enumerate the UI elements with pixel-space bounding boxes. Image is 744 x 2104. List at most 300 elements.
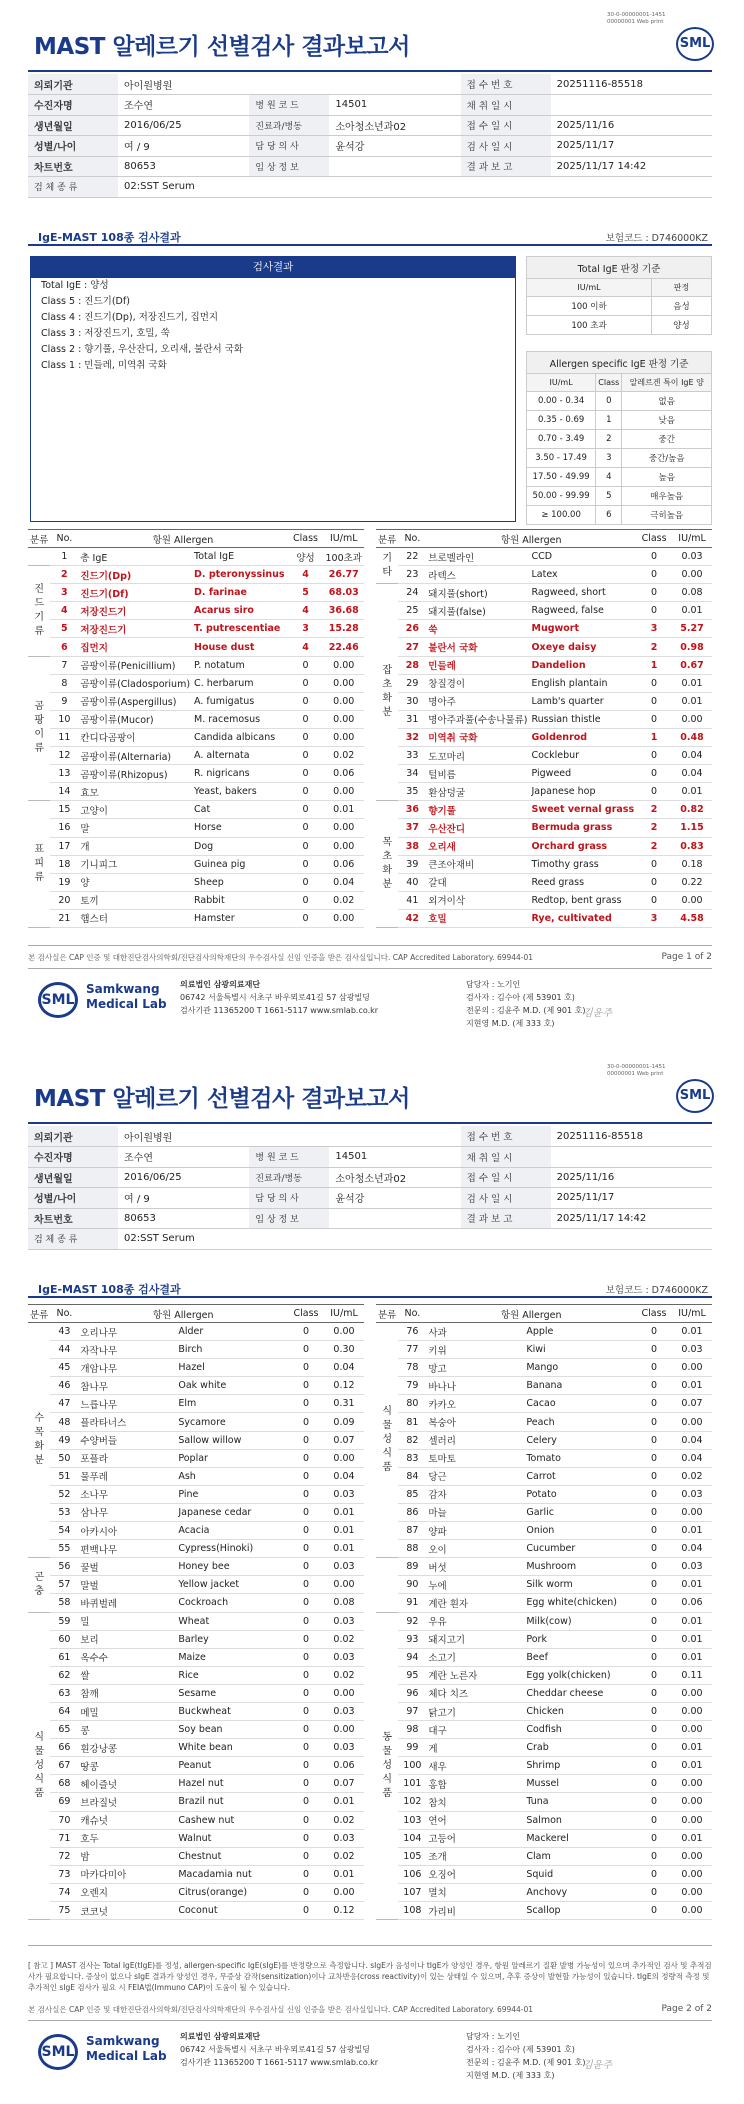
col-header: Class [636,530,672,548]
col-header: No. [398,530,426,548]
allergen-class: 0 [636,1395,672,1413]
info-value [329,177,460,198]
footer-rule [28,1945,712,1946]
allergen-iu-value: 0.01 [324,1793,364,1811]
allergen-english-name: P. notatum [192,656,287,674]
allergen-korean-name: 땅콩 [78,1757,176,1775]
info-value: 2025/11/17 [551,1188,712,1209]
allergen-iu-value: 0.03 [672,1341,712,1359]
allergen-class: 0 [288,1467,324,1485]
allergen-english-name: Walnut [176,1829,288,1847]
allergen-english-name: Pork [524,1630,636,1648]
allergen-row [376,855,712,873]
allergen-english-name: Lamb's quarter [529,692,636,710]
col-header: 분류 [376,530,398,548]
allergen-row [28,710,364,728]
allergen-english-name: Cucumber [524,1540,636,1558]
allergen-number: 49 [50,1431,78,1449]
allergen-number: 93 [398,1630,426,1648]
info-row [28,1147,712,1168]
allergen-row [376,801,712,819]
allergen-iu-value: 0.00 [324,837,365,855]
info-label: 결 과 보 고 [461,156,551,177]
allergen-class: 0 [288,1503,324,1521]
allergen-row [376,1847,712,1865]
info-label: 검 체 종 류 [28,177,118,198]
allergen-number: 1 [50,548,78,566]
allergen-number: 17 [50,837,78,855]
allergen-class: 0 [636,1721,672,1739]
allergen-korean-name: 토마토 [426,1449,524,1467]
allergen-iu-value: 0.03 [324,1702,364,1720]
allergen-english-name: Cockroach [176,1594,288,1612]
allergen-korean-name: 헤이즐넛 [78,1775,176,1793]
allergen-row [28,1793,364,1811]
cert-text: 본 검사실은 CAP 인증 및 대한진단검사의학회/진단검사의학재단의 우수검사실 신임 인증을 받은 검사실입니다. CAP Accredited Laboratory. 69944-01 [28,953,534,962]
allergen-korean-name: 털비름 [426,765,529,783]
report-page-2 [0,1052,744,2104]
allergen-row [376,584,712,602]
allergen-english-name: Rice [176,1666,288,1684]
allergen-row [28,1702,364,1720]
allergen-english-name: Honey bee [176,1558,288,1576]
allergen-number: 23 [398,566,426,584]
footer-rule [28,945,712,946]
allergen-iu-value: 0.00 [672,1847,712,1865]
allergen-iu-value: 0.00 [672,1413,712,1431]
allergen-iu-value: 0.00 [324,819,365,837]
allergen-english-name: Tomato [524,1449,636,1467]
allergen-row [28,1431,364,1449]
allergen-class: 0 [288,1865,324,1883]
allergen-class: 0 [288,1721,324,1739]
allergen-row [376,1540,712,1558]
info-label: 진료과/병동 [249,115,329,136]
info-value [329,1126,460,1147]
allergen-class: 0 [288,801,324,819]
allergen-iu-value: 5.27 [672,620,712,638]
allergen-korean-name: 칸디다곰팡이 [78,728,192,746]
allergen-class: 0 [288,1359,324,1377]
criteria-cell: 없음 [622,392,712,411]
allergen-number: 25 [398,602,426,620]
allergen-korean-name: 집먼지 [78,638,192,656]
info-value [461,177,551,198]
allergen-korean-name: 토끼 [78,891,192,909]
info-label: 채 취 일 시 [461,95,551,116]
col-header: 항원 Allergen [426,1305,636,1323]
info-value: 80653 [118,156,249,177]
info-value [551,1147,712,1168]
info-label: 검 체 종 류 [28,1229,118,1250]
allergen-korean-name: 환삼덩굴 [426,783,529,801]
criteria-row [527,468,712,487]
allergen-row [28,1757,364,1775]
allergen-row [28,566,364,584]
allergen-iu-value: 0.00 [672,1902,712,1920]
info-row [28,136,712,157]
allergen-korean-name: 홍합 [426,1775,524,1793]
info-label: 생년월일 [28,1167,118,1188]
info-value [249,1229,329,1250]
allergen-class: 0 [636,1503,672,1521]
allergen-row [28,1847,364,1865]
allergen-row [376,1829,712,1847]
info-row [28,1229,712,1250]
allergen-class: 양성 [288,548,324,566]
sml-logo: SML [676,1079,714,1113]
allergen-row [376,1576,712,1594]
allergen-iu-value: 0.00 [672,1793,712,1811]
allergen-iu-value: 0.31 [324,1395,364,1413]
allergen-number: 63 [50,1684,78,1702]
allergen-number: 18 [50,855,78,873]
allergen-english-name: Potato [524,1485,636,1503]
certification-footer [28,952,712,963]
allergen-number: 4 [50,602,78,620]
allergen-iu-value: 0.08 [672,584,712,602]
allergen-iu-value: 15.28 [324,620,365,638]
allergen-row [376,1865,712,1883]
allergen-english-name: Egg white(chicken) [524,1594,636,1612]
allergen-english-name: Apple [524,1323,636,1341]
allergen-iu-value: 0.03 [324,1648,364,1666]
allergen-number: 96 [398,1684,426,1702]
col-header: 분류 [28,1305,50,1323]
allergen-korean-name: 라텍스 [426,566,529,584]
allergen-row [376,728,712,746]
allergen-number: 22 [398,548,426,566]
allergen-number: 7 [50,656,78,674]
allergen-number: 44 [50,1341,78,1359]
allergen-english-name: Ragweed, short [529,584,636,602]
allergen-english-name: Citrus(orange) [176,1883,288,1901]
criteria-row [527,430,712,449]
allergen-row [28,819,364,837]
allergen-number: 15 [50,801,78,819]
allergen-english-name: Sycamore [176,1413,288,1431]
allergen-korean-name: 돼지고기 [426,1630,524,1648]
allergen-row [376,1811,712,1829]
certification-footer [28,2004,712,2015]
info-value [551,177,712,198]
allergen-korean-name: 말벌 [78,1576,176,1594]
allergen-korean-name: 누에 [426,1576,524,1594]
allergen-iu-value: 0.07 [324,1775,364,1793]
allergen-row [28,855,364,873]
allergen-english-name: Cheddar cheese [524,1684,636,1702]
allergen-korean-name: 바나나 [426,1377,524,1395]
allergen-iu-value: 0.01 [672,692,712,710]
allergen-korean-name: 메밀 [78,1702,176,1720]
allergen-number: 99 [398,1739,426,1757]
allergen-korean-name: 명아주 [426,692,529,710]
allergen-iu-value: 0.02 [324,891,365,909]
allergen-class: 3 [288,620,324,638]
allergen-row [28,620,364,638]
allergen-korean-name: 참나무 [78,1377,176,1395]
allergen-iu-value: 0.02 [672,1467,712,1485]
allergen-korean-name: 소고기 [426,1648,524,1666]
allergen-number: 107 [398,1883,426,1901]
allergen-row [28,1721,364,1739]
allergen-iu-value: 0.01 [324,1503,364,1521]
criteria-row [527,411,712,430]
allergen-row [376,1485,712,1503]
allergen-number: 36 [398,801,426,819]
allergen-iu-value: 0.00 [672,1865,712,1883]
allergen-english-name: White bean [176,1739,288,1757]
allergen-english-name: Garlic [524,1503,636,1521]
allergen-row [28,783,364,801]
allergen-english-name: Sweet vernal grass [529,801,636,819]
info-label: 의뢰기관 [28,1126,118,1147]
allergen-korean-name: 흰강낭콩 [78,1739,176,1757]
allergen-class: 0 [288,1775,324,1793]
info-value: 2025/11/16 [551,1167,712,1188]
allergen-iu-value: 0.00 [672,1811,712,1829]
allergen-number: 26 [398,620,426,638]
total-ige-criteria-table [526,256,712,335]
allergen-row [28,1485,364,1503]
patient-info-table [28,74,712,198]
allergen-class: 0 [288,1811,324,1829]
report-title: MAST 알레르기 선별검사 결과보고서 [34,1086,410,1112]
allergen-class: 0 [288,1576,324,1594]
allergen-class: 0 [636,1630,672,1648]
allergen-class: 2 [636,837,672,855]
insurance-code: 보험코드 : D746000KZ [605,233,708,244]
allergen-korean-name: 대구 [426,1721,524,1739]
allergen-english-name: D. pteronyssinus [192,566,287,584]
allergen-table-left [28,1304,364,1920]
allergen-korean-name: 물푸레 [78,1467,176,1485]
allergen-class: 0 [288,1395,324,1413]
allergen-iu-value: 0.00 [324,692,365,710]
allergen-english-name: Mugwort [529,620,636,638]
allergen-korean-name: 조개 [426,1847,524,1865]
allergen-number: 103 [398,1811,426,1829]
allergen-number: 91 [398,1594,426,1612]
allergen-number: 84 [398,1467,426,1485]
allergen-class: 0 [636,1648,672,1666]
allergen-number: 69 [50,1793,78,1811]
allergen-row [376,1323,712,1341]
allergen-english-name: Chicken [524,1702,636,1720]
allergen-english-name: Rabbit [192,891,287,909]
info-label: 성별/나이 [28,1188,118,1209]
allergen-row [28,1883,364,1901]
criteria-cell: 낮음 [622,411,712,430]
allergen-class: 0 [288,1739,324,1757]
allergen-row [28,1323,364,1341]
allergen-korean-name: 쌀 [78,1666,176,1684]
allergen-english-name: Milk(cow) [524,1612,636,1630]
allergen-korean-name: 곰팡이류(Alternaria) [78,747,192,765]
allergen-number: 83 [398,1449,426,1467]
allergen-class: 2 [636,801,672,819]
allergen-number: 47 [50,1395,78,1413]
col-header: Class [596,374,622,392]
info-label: 접 수 번 호 [461,1126,551,1147]
allergen-row [28,584,364,602]
allergen-iu-value: 0.04 [672,747,712,765]
allergen-class: 3 [636,620,672,638]
allergen-english-name: Crab [524,1739,636,1757]
allergen-number: 38 [398,837,426,855]
allergen-row [28,692,364,710]
result-summary-box [30,256,516,522]
allergen-number: 21 [50,909,78,927]
allergen-english-name: Guinea pig [192,855,287,873]
allergen-korean-name: 돼지풀(short) [426,584,529,602]
allergen-korean-name: 캐슈넛 [78,1811,176,1829]
allergen-row [28,1449,364,1467]
allergen-korean-name: 곰팡이류(Rhizopus) [78,765,192,783]
criteria-cell: 극히높음 [622,506,712,525]
allergen-row [28,1684,364,1702]
allergen-iu-value: 0.04 [324,1467,364,1485]
allergen-row [376,710,712,728]
allergen-class: 0 [636,1485,672,1503]
allergen-class: 0 [636,1576,672,1594]
lab-address: 의료법인 삼광의료재단 06742 서울특별시 서초구 바우뫼로41길 57 삼광빌딩 검사기관 11365200 T 1661-5117 www.smlab.co.kr [180,2032,379,2067]
allergen-iu-value: 0.00 [324,1576,364,1594]
allergen-number: 57 [50,1576,78,1594]
allergen-number: 50 [50,1449,78,1467]
allergen-number: 95 [398,1666,426,1684]
info-value: 2025/11/17 14:42 [551,1208,712,1229]
allergen-number: 6 [50,638,78,656]
allergen-class: 0 [288,710,324,728]
allergen-iu-value: 22.46 [324,638,365,656]
info-label: 접 수 일 시 [461,115,551,136]
allergen-class: 0 [288,1793,324,1811]
allergen-korean-name: 소나무 [78,1485,176,1503]
col-header: IU/mL [324,530,365,548]
allergen-class: 0 [636,783,672,801]
criteria-cell: 0.35 - 0.69 [527,411,596,430]
allergen-english-name: Goldenrod [529,728,636,746]
allergen-class: 0 [636,710,672,728]
allergen-class: 4 [288,566,324,584]
info-label: 검 사 일 시 [461,1188,551,1209]
print-stamp: 30-0-00000001-1451 00000001 Web print [607,1064,666,1077]
allergen-iu-value: 0.00 [672,710,712,728]
allergen-iu-value: 0.07 [324,1431,364,1449]
allergen-korean-name: 곰팡이류(Mucor) [78,710,192,728]
col-header: 항원 Allergen [78,530,287,548]
allergen-class: 0 [636,1540,672,1558]
criteria-cell: 3 [596,449,622,468]
allergen-class: 0 [636,584,672,602]
info-label: 결 과 보 고 [461,1208,551,1229]
allergen-korean-name: 바퀴벌레 [78,1594,176,1612]
allergen-number: 102 [398,1793,426,1811]
lab-info-block [38,974,678,1034]
allergen-class: 0 [288,1630,324,1648]
info-label: 담 당 의 사 [249,1188,329,1209]
info-row [28,156,712,177]
allergen-iu-value: 0.01 [672,1612,712,1630]
allergen-korean-name: 참깨 [78,1684,176,1702]
allergen-english-name: D. farinae [192,584,287,602]
allergen-class: 5 [288,584,324,602]
allergen-row [376,1467,712,1485]
allergen-korean-name: 밤 [78,1847,176,1865]
allergen-class: 0 [288,1323,324,1341]
allergen-row [376,765,712,783]
allergen-korean-name: 햄스터 [78,909,192,927]
allergen-class: 0 [288,1883,324,1901]
allergen-iu-value: 0.30 [324,1341,364,1359]
allergen-english-name: Total IgE [192,548,287,566]
allergen-class: 0 [636,1558,672,1576]
criteria-cell: 음성 [652,297,712,316]
allergen-row [376,566,712,584]
allergen-english-name: Ragweed, false [529,602,636,620]
allergen-class: 0 [636,548,672,566]
table-header [28,530,364,548]
allergen-class: 0 [288,1594,324,1612]
lab-name: Samkwang Medical Lab [86,2034,167,2063]
allergen-number: 94 [398,1648,426,1666]
criteria-cell: 중간 [622,430,712,449]
allergen-korean-name: 수양버들 [78,1431,176,1449]
allergen-iu-value: 0.08 [324,1594,364,1612]
allergen-iu-value: 0.01 [672,1323,712,1341]
allergen-number: 34 [398,765,426,783]
allergen-class: 0 [288,783,324,801]
allergen-iu-value: 0.00 [324,1721,364,1739]
allergen-korean-name: 밀 [78,1612,176,1630]
allergen-class: 0 [288,1558,324,1576]
col-header: 알레르겐 특이 IgE 양 [622,374,712,392]
allergen-iu-value: 0.00 [672,1359,712,1377]
allergen-number: 32 [398,728,426,746]
allergen-number: 104 [398,1829,426,1847]
allergen-row [28,674,364,692]
allergen-iu-value: 0.00 [324,728,365,746]
allergen-row [376,1666,712,1684]
allergen-row [28,1576,364,1594]
allergen-english-name: Anchovy [524,1883,636,1901]
allergen-iu-value: 0.06 [324,855,365,873]
info-value: 2025/11/17 14:42 [551,156,712,177]
allergen-korean-name: 버섯 [426,1558,524,1576]
info-value: 소아청소년과02 [329,1167,460,1188]
allergen-english-name: Ash [176,1467,288,1485]
allergen-number: 24 [398,584,426,602]
allergen-number: 72 [50,1847,78,1865]
allergen-korean-name: 창질경이 [426,674,529,692]
allergen-number: 73 [50,1865,78,1883]
allergen-korean-name: 우산잔디 [426,819,529,837]
allergen-korean-name: 진드기(Dp) [78,566,192,584]
allergen-number: 10 [50,710,78,728]
allergen-iu-value: 0.18 [672,855,712,873]
allergen-number: 92 [398,1612,426,1630]
allergen-row [28,638,364,656]
allergen-iu-value: 0.03 [324,1739,364,1757]
info-value [551,95,712,116]
result-line: Class 2 : 향기풀, 우산잔디, 오리새, 불란서 국화 [41,344,244,355]
allergen-iu-value: 0.01 [672,1522,712,1540]
allergen-iu-value: 0.00 [324,674,365,692]
info-value [461,1229,551,1250]
allergen-class: 0 [636,855,672,873]
info-row [28,1208,712,1229]
